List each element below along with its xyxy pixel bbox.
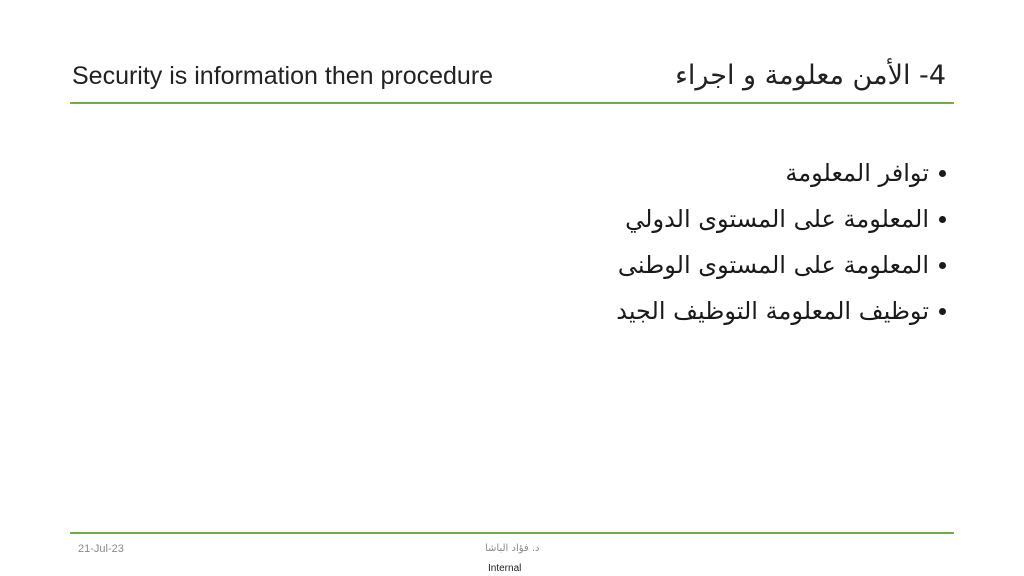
classification-label: Internal xyxy=(488,563,522,574)
bullet-text: توظيف المعلومة التوظيف الجيد xyxy=(616,297,929,325)
bullet-item xyxy=(616,150,946,196)
slide-title-english: Security is information then procedure xyxy=(72,62,494,90)
bullet-item xyxy=(616,196,946,242)
bullet-item xyxy=(616,242,946,288)
bullet-text: المعلومة على المستوى الوطنى xyxy=(617,251,929,279)
bullet-icon xyxy=(939,216,946,223)
bullet-icon xyxy=(939,308,946,315)
footer-author: د. فؤاد الباشا xyxy=(485,543,540,554)
bullet-text: توافر المعلومة xyxy=(785,159,929,187)
bullet-icon xyxy=(939,170,946,177)
bullet-item xyxy=(616,288,946,334)
bullet-icon xyxy=(939,262,946,269)
title-divider xyxy=(70,102,954,104)
slide-title-arabic: 4- الأمن معلومة و اجراء xyxy=(675,60,946,91)
bullet-text: المعلومة على المستوى الدولي xyxy=(625,205,929,233)
footer-divider xyxy=(70,532,954,534)
bullet-list xyxy=(616,150,946,334)
footer-date: 21-Jul-23 xyxy=(78,543,124,555)
